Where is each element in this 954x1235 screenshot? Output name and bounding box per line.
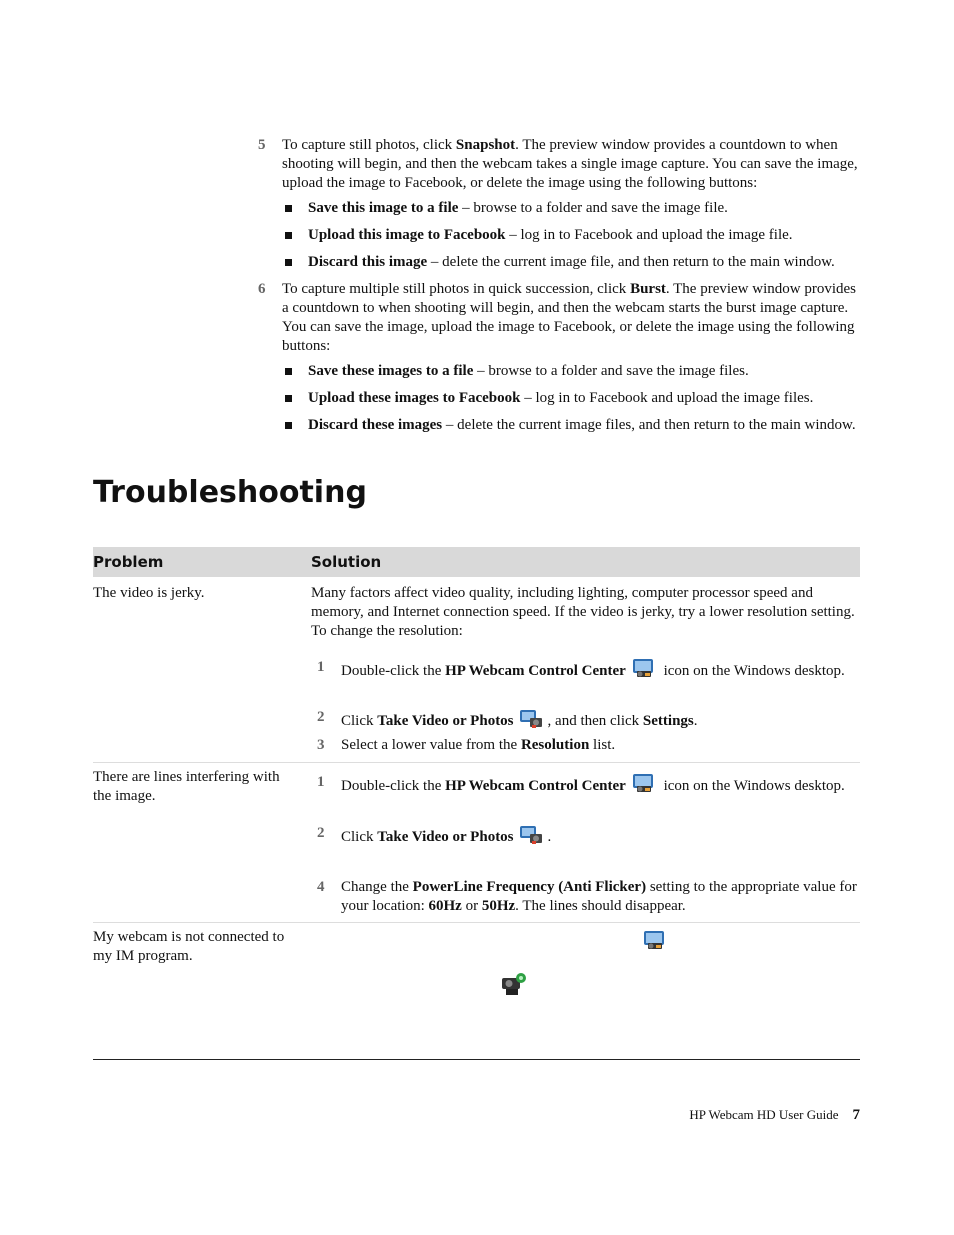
bullet-square-icon — [285, 368, 292, 375]
problem-cell: There are lines interfering with the image. — [93, 769, 280, 804]
bullet-square-icon — [285, 422, 292, 429]
problem-cell: My webcam is not connected to my IM program. — [93, 929, 285, 964]
bullet-square-icon — [285, 395, 292, 402]
step-intro: To capture multiple still photos in quick succession, click Burst. The preview window provides a countdown to when shooting will begin, and then the webcam starts the burst image capture. You can save the image, upload the image to Facebook, or delete the image using the following buttons: — [282, 281, 857, 354]
webcam-control-center-icon — [630, 658, 656, 680]
column-header-solution: Solution — [311, 553, 382, 571]
solution-cell — [311, 768, 860, 918]
page-footer — [689, 1106, 860, 1124]
guide-title: HP Webcam HD User Guide — [689, 1107, 839, 1122]
table-header — [93, 547, 860, 577]
step-6 — [258, 280, 860, 443]
take-video-photos-icon — [518, 708, 544, 730]
webcam-control-center-icon — [630, 773, 656, 795]
bullet-square-icon — [285, 232, 292, 239]
bullet-square-icon — [285, 205, 292, 212]
step-number: 6 — [258, 281, 266, 297]
problem-cell: The video is jerky. — [93, 585, 205, 601]
list-item: Save these images to a file – browse to a folder and save the image files. — [258, 362, 860, 381]
list-item: Upload this image to Facebook – log in to Facebook and upload the image file. — [258, 226, 860, 245]
step-5 — [258, 136, 860, 280]
page-number: 7 — [852, 1107, 860, 1123]
list-item: Discard this image – delete the current image file, and then return to the main window. — [258, 253, 860, 272]
solution-cell — [311, 928, 860, 1018]
section-title: Troubleshooting — [93, 475, 367, 510]
step-intro: To capture still photos, click Snapshot. The preview window provides a countdown to when shooting will begin, and then the webcam takes a single image capture. You can save the image, upload the image to Facebook, or delete the image using the following buttons: — [282, 137, 858, 191]
solution-step: 3 Select a lower value from the Resolution list. — [317, 737, 616, 753]
bullet-square-icon — [285, 259, 292, 266]
list-item: Discard these images – delete the current image files, and then return to the main window. — [258, 416, 860, 435]
bullet-list — [258, 362, 860, 435]
step-number: 5 — [258, 137, 266, 153]
bullet-list — [258, 199, 860, 272]
solution-step: 2 Click Take Video or Photos . — [317, 825, 552, 845]
bottom-rule — [93, 1059, 860, 1060]
troubleshooting-table — [93, 547, 860, 964]
solution-cell — [311, 584, 860, 760]
list-item: Save this image to a file – browse to a folder and save the image file. — [258, 199, 860, 218]
column-header-problem: Problem — [93, 553, 164, 571]
row-divider — [93, 762, 860, 763]
row-divider — [93, 922, 860, 923]
webcam-connect-icon — [500, 972, 526, 994]
take-video-photos-icon — [518, 824, 544, 846]
solution-step: 1 Double-click the HP Webcam Control Center icon on the Windows desktop. — [317, 659, 845, 679]
solution-intro: Many factors affect video quality, including lighting, computer processor speed and memory, and Internet connection speed. If the video is jerky, try a lower resolution setting. To change the resolution: — [311, 585, 855, 639]
solution-step: 2 Click Take Video or Photos , and then click Settings. — [317, 709, 698, 729]
solution-step: 4 Change the PowerLine Frequency (Anti Flicker) setting to the appropriate value for your location: 60Hz or 50Hz. The lines should disappear. — [317, 879, 857, 914]
webcam-control-center-icon — [641, 930, 667, 952]
list-item: Upload these images to Facebook – log in to Facebook and upload the image files. — [258, 389, 860, 408]
solution-step: 1 Double-click the HP Webcam Control Center icon on the Windows desktop. — [317, 774, 845, 794]
